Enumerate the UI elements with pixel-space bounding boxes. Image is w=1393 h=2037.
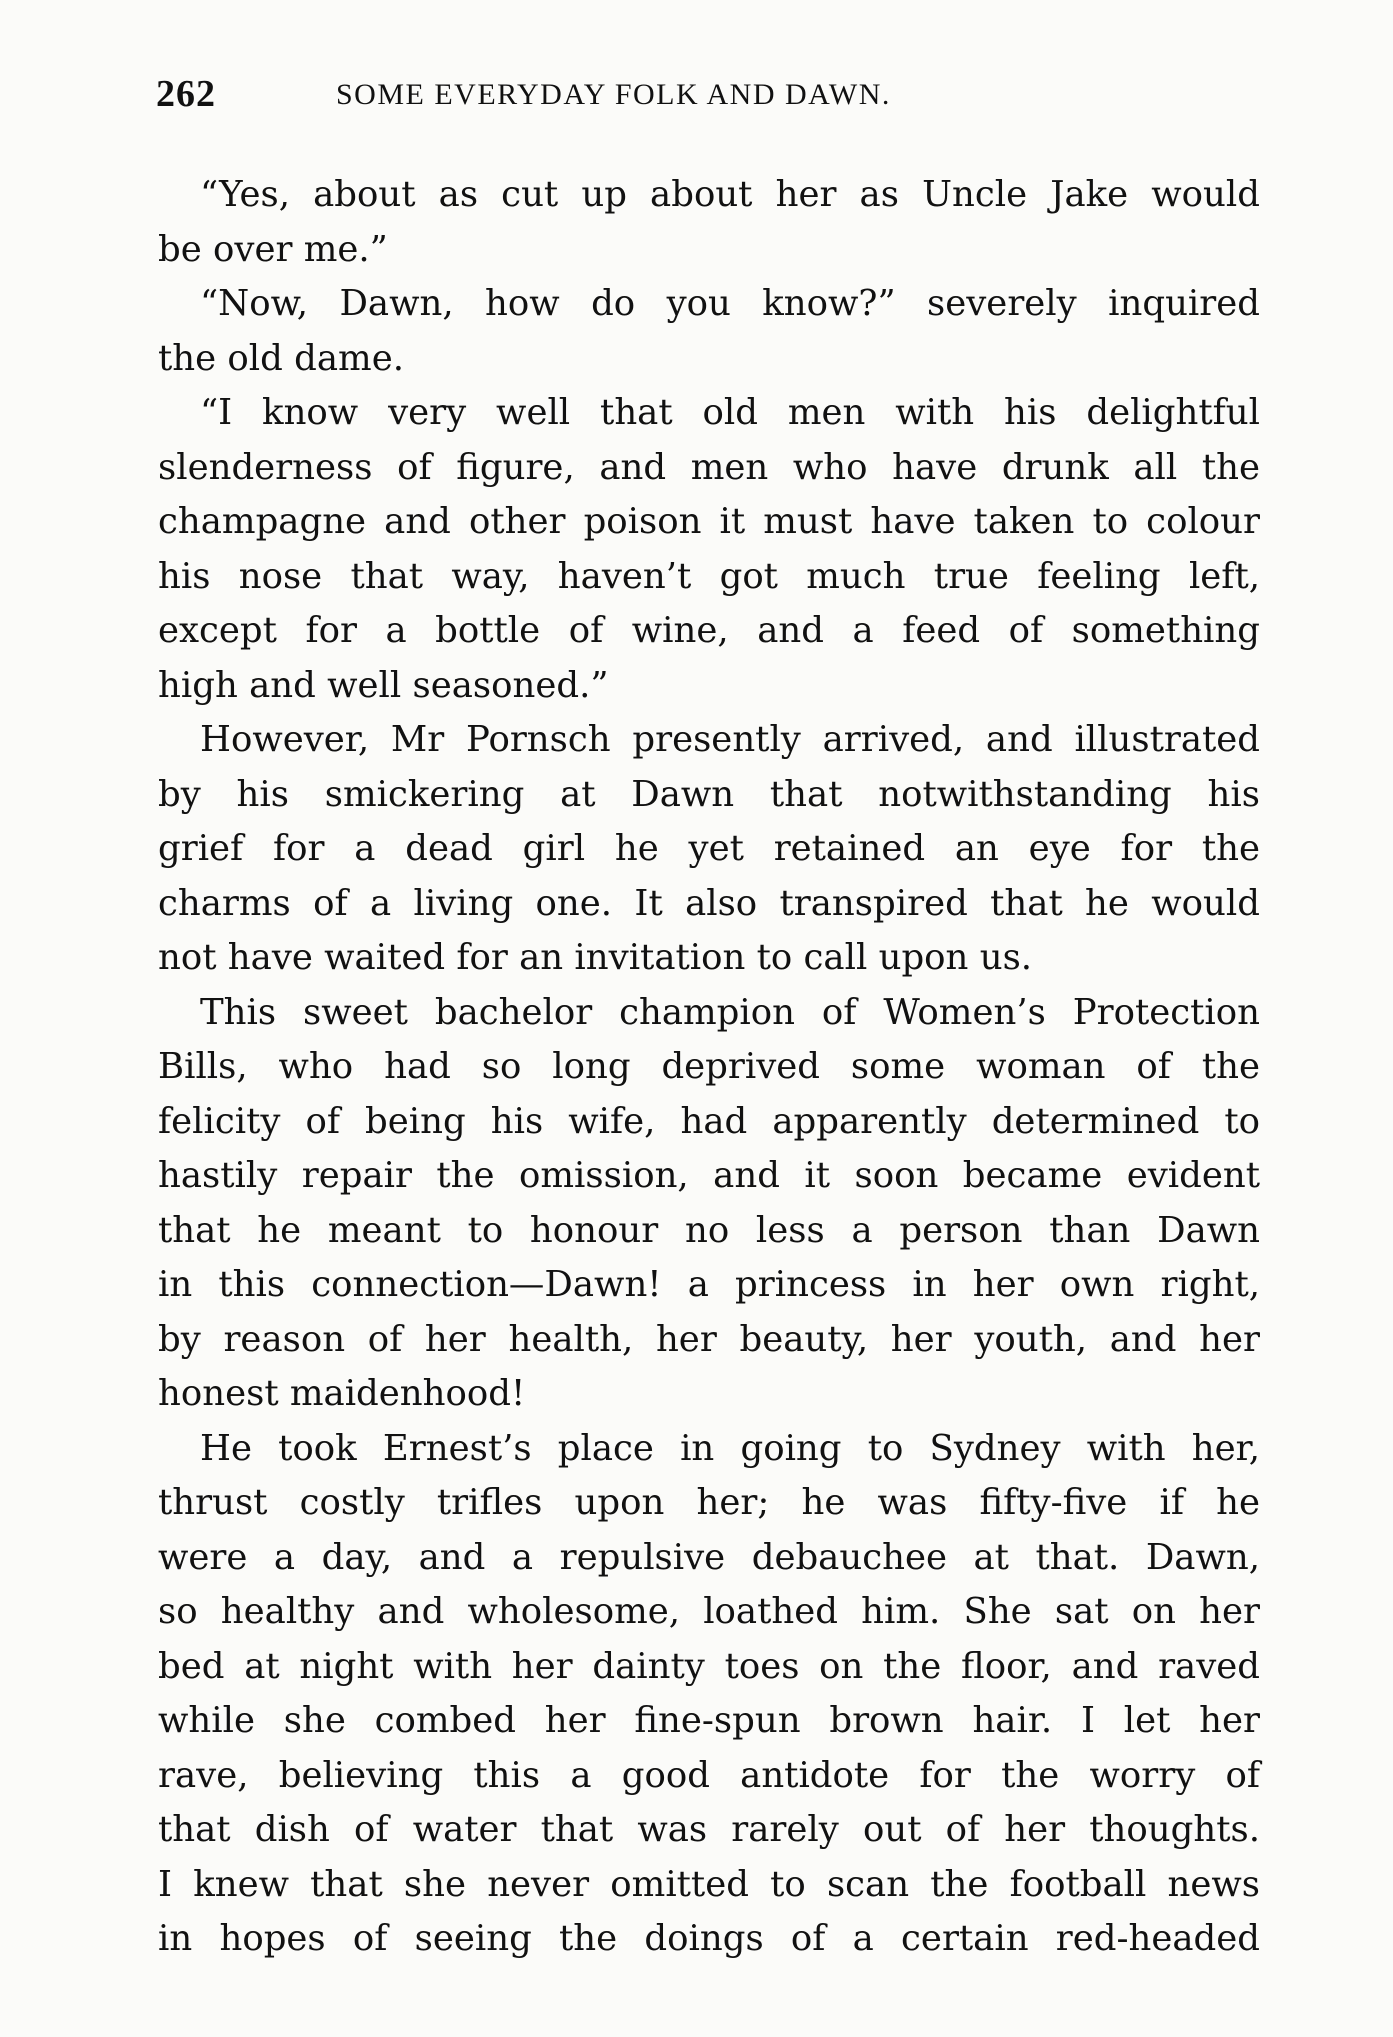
text-line: “Now, Dawn, how do you know?” severely inquired [200, 283, 1260, 324]
text-line: be over me.” [158, 228, 388, 270]
text-line: high and well seasoned.” [158, 664, 609, 706]
text-line: by reason of her health, her beauty, her youth, and her [158, 1318, 1260, 1360]
text-line: that he meant to honour no less a person than Dawn [158, 1209, 1260, 1251]
text-line: in hopes of seeing the doings of a certain red-headed [158, 1918, 1260, 1959]
text-line: grief for a dead girl he yet retained an eye for the [158, 828, 1260, 869]
text-line: that dish of water that was rarely out of her thoughts. [158, 1809, 1260, 1850]
text-line: so healthy and wholesome, loathed him. She sat on her [158, 1591, 1260, 1632]
text-line: Bills, who had so long deprived some woman of the [158, 1046, 1260, 1087]
text-line: thrust costly trifles upon her; he was fifty-five if he [158, 1482, 1260, 1523]
text-line: by his smickering at Dawn that notwithstanding his [158, 773, 1260, 815]
text-line: charms of a living one. It also transpired that he would [158, 882, 1260, 924]
text-line: in this connection—Dawn! a princess in her own right, [158, 1264, 1260, 1305]
text-line: He took Ernest’s place in going to Sydney with her, [200, 1427, 1260, 1469]
text-line: This sweet bachelor champion of Women’s Protection [200, 991, 1260, 1033]
text-line: the old dame. [158, 337, 405, 379]
text-line: except for a bottle of wine, and a feed of something [158, 610, 1260, 651]
text-line: slenderness of figure, and men who have drunk all the [158, 446, 1260, 488]
text-line: hastily repair the omission, and it soon became evident [158, 1155, 1260, 1196]
text-line: were a day, and a repulsive debauchee at that. Dawn, [158, 1536, 1260, 1578]
text-line: champagne and other poison it must have taken to colour [158, 501, 1260, 542]
text-line: bed at night with her dainty toes on the floor, and raved [158, 1645, 1260, 1687]
text-line: his nose that way, haven’t got much true feeling left, [158, 555, 1260, 597]
running-head [156, 72, 1256, 120]
text-line: “I know very well that old men with his delightful [200, 392, 1260, 433]
text-line: I knew that she never omitted to scan the football news [158, 1863, 1260, 1905]
running-title: SOME EVERYDAY FOLK AND DAWN. [336, 78, 891, 111]
text-line: “Yes, about as cut up about her as Uncle Jake would [200, 174, 1260, 215]
text-line: rave, believing this a good antidote for the worry of [158, 1754, 1260, 1796]
text-line: while she combed her fine-spun brown hair. I let her [158, 1700, 1260, 1741]
page-number: 262 [156, 73, 216, 115]
text-line: not have waited for an invitation to call upon us. [158, 937, 1033, 978]
text-line: felicity of being his wife, had apparently determined to [158, 1100, 1260, 1142]
text-line: honest maidenhood! [158, 1373, 526, 1414]
body-text [158, 168, 1260, 1967]
text-line: However, Mr Pornsch presently arrived, and illustrated [200, 719, 1260, 760]
